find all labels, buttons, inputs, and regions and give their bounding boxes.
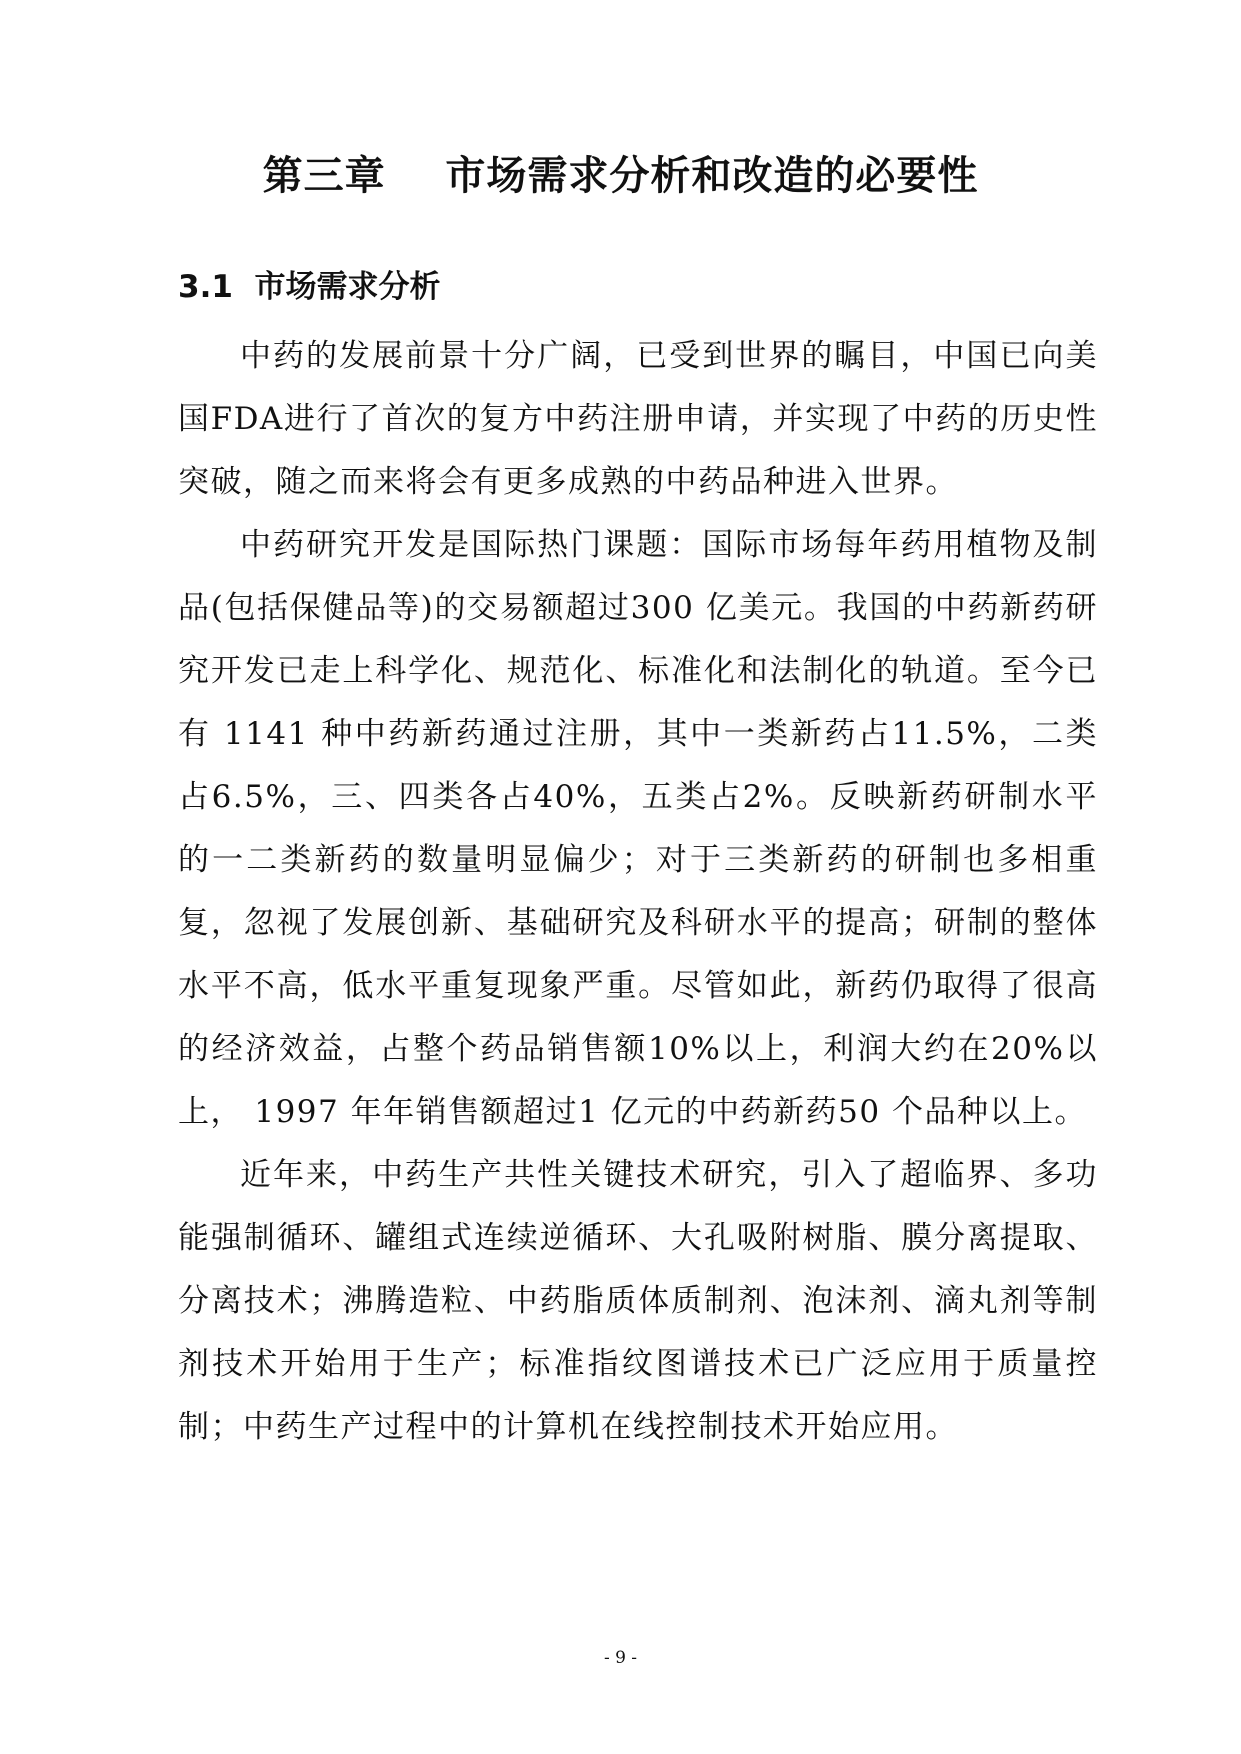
section-title: 3.1 市场需求分析 xyxy=(178,269,441,305)
chapter-title: 第三章 市场需求分析和改造的必要性 xyxy=(262,153,979,199)
paragraph: 中药研究开发是国际热门课题：国际市场每年药用植物及制品(包括保健品等)的交易额超过300 亿美元。我国的中药新药研究开发已走上科学化、规范化、标准化和法制化的轨道。至今已有 1141 种中药新药通过注册，其中一类新药占11.5%，二类占6.5%，三、四类各占40%，五类占2%。反映新药研制水平的一二类新药的数量明显偏少；对于三类新药的研制也多相重复，忽视了发展创新、基础研究及科研水平的提高；研制的整体水平不高，低水平重复现象严重。尽管如此，新药仍取得了很高的经济效益，占整个药品销售额10%以上，利润大约在20%以上， 1997 年年销售额超过1 亿元的中药新药50 个品种以上。 xyxy=(178,527,1098,1130)
paragraph: 中药的发展前景十分广阔，已受到世界的瞩目，中国已向美国FDA进行了首次的复方中药注册申请，并实现了中药的历史性突破，随之而来将会有更多成熟的中药品种进入世界。 xyxy=(178,338,1098,500)
body-text xyxy=(178,325,1098,1459)
page-number: - 9 - xyxy=(603,1648,638,1668)
paragraph: 近年来，中药生产共性关键技术研究，引入了超临界、多功能强制循环、罐组式连续逆循环、大孔吸附树脂、膜分离提取、分离技术；沸腾造粒、中药脂质体质制剂、泡沫剂、滴丸剂等制剂技术开始用于生产；标准指纹图谱技术已广泛应用于质量控制；中药生产过程中的计算机在线控制技术开始应用。 xyxy=(178,1157,1098,1445)
